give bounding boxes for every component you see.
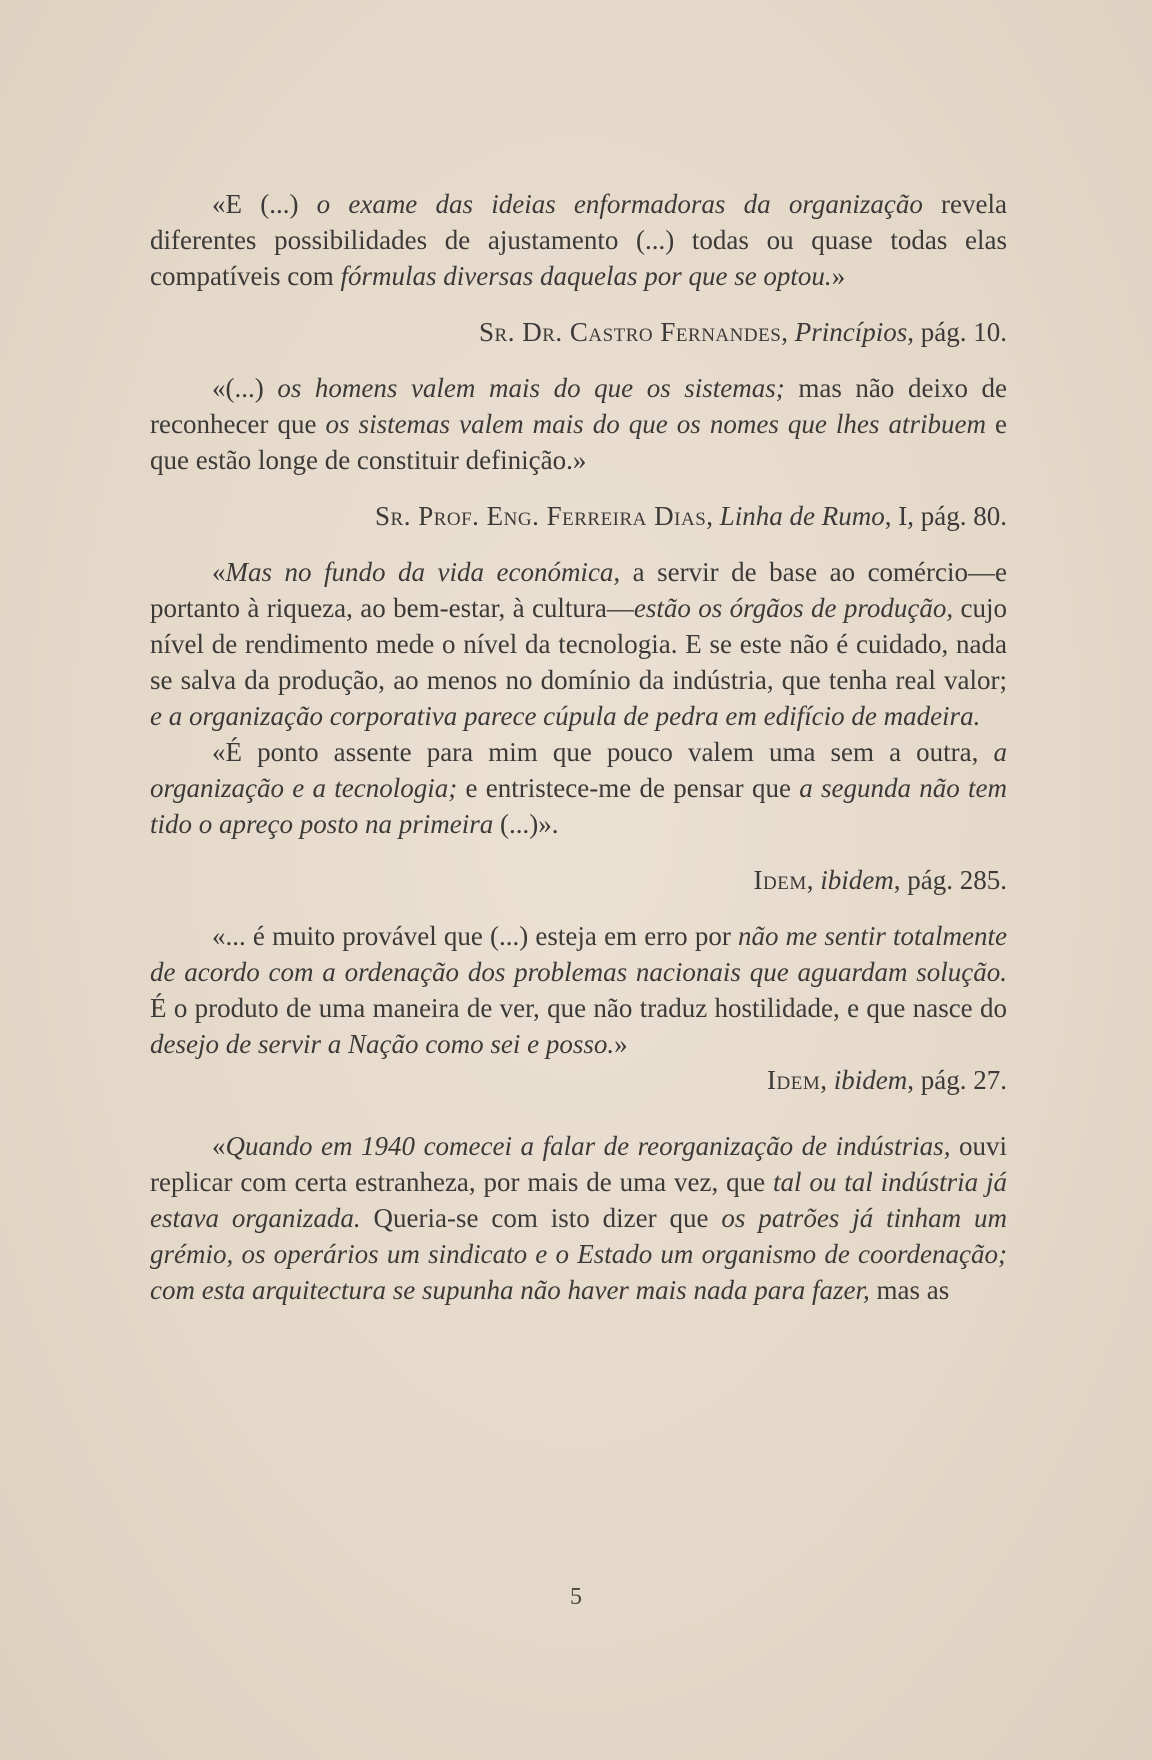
text-run: (...)». — [493, 809, 559, 839]
text-run: e que estão longe de constituir definição.» — [150, 409, 1008, 475]
text-run: «É ponto assente para mim que pouco valem uma sem a outra, — [212, 737, 994, 767]
text-run: » — [831, 261, 846, 291]
italic-text: a organização e a tecnologia; — [150, 737, 1007, 803]
italic-text: o exame das ideias enformadoras da organização — [316, 189, 923, 219]
text-run: « — [212, 557, 226, 587]
author-name: Idem — [767, 1065, 821, 1095]
page-text — [150, 186, 1007, 1308]
italic-text: Princípios — [794, 317, 908, 347]
citation-4 — [150, 1062, 1007, 1098]
page-number: 5 — [570, 1584, 582, 1610]
citation-1 — [150, 314, 1007, 350]
text-run: , — [781, 317, 795, 347]
quote-5 — [150, 1128, 1007, 1308]
quote-1 — [150, 186, 1007, 294]
quote-4 — [150, 918, 1007, 1062]
italic-text: e a organização corporativa parece cúpula de pedra em edifício de madeira. — [150, 701, 981, 731]
text-run: cujo nível de rendimento mede o nível da tecnologia. E se este não é cuidado, nada se salva da produção, ao menos no domínio da indústria, que tenha real valor; — [150, 593, 1007, 695]
italic-text: os patrões já tinham um grémio, os operários um sindicato e o Estado um organismo de coordenação; com esta arquitectura se supunha não haver mais nada para fazer, — [150, 1203, 1007, 1305]
text-run: «... é muito provável que (...) esteja em erro por — [212, 921, 739, 951]
text-run: , — [806, 865, 821, 895]
text-run: , — [820, 1065, 834, 1095]
italic-text: desejo de servir a Nação como sei e posso. — [150, 1029, 615, 1059]
quote-3 — [150, 554, 1007, 734]
text-run: ouvi replicar com certa estranheza, por mais de uma vez, que — [150, 1131, 1007, 1197]
text-run: » — [614, 1029, 628, 1059]
text-run: « — [212, 1131, 226, 1161]
author-name: Sr. Prof. Eng. Ferreira Dias — [375, 501, 707, 531]
italic-text: os homens valem mais do que os sistemas; — [277, 373, 785, 403]
italic-text: tal ou tal indústria já estava organizada. — [150, 1167, 1007, 1233]
text-run: Queria-se com isto dizer que — [360, 1203, 722, 1233]
text-run: , — [706, 501, 720, 531]
italic-text: Mas no fundo da vida económica, — [225, 557, 621, 587]
citation-2 — [150, 498, 1007, 534]
text-run: «(...) — [212, 373, 278, 403]
italic-text: os sistemas valem mais do que os nomes que lhes atribuem — [325, 409, 986, 439]
italic-text: ibidem — [820, 865, 894, 895]
text-run: , pág. 285. — [893, 865, 1007, 895]
text-run: , pág. 10. — [907, 317, 1007, 347]
text-run: mas as — [869, 1275, 950, 1305]
italic-text: fórmulas diversas daquelas por que se optou. — [340, 261, 832, 291]
italic-text: Quando em 1940 comecei a falar de reorganização de indústrias, — [225, 1131, 951, 1161]
text-run: «E (...) — [212, 189, 317, 219]
italic-text: ibidem — [833, 1065, 908, 1095]
text-run: revela diferentes possibilidades de ajustamento (...) todas ou quase todas elas compatíveis com — [150, 189, 1007, 291]
text-run: , I, pág. 80. — [884, 501, 1007, 531]
italic-text: Linha de Rumo — [719, 501, 885, 531]
author-name: Idem — [753, 865, 807, 895]
author-name: Sr. Dr. Castro Fernandes — [479, 317, 782, 347]
quote-2 — [150, 370, 1007, 478]
text-run: , pág. 27. — [907, 1065, 1007, 1095]
text-run: mas não deixo de reconhecer que — [150, 373, 1008, 439]
text-run: e entristece-me de pensar que — [457, 773, 800, 803]
italic-text: a segunda não tem tido o apreço posto na primeira — [150, 773, 1007, 839]
italic-text: estão os órgãos de produção, — [633, 593, 954, 623]
italic-text: não me sentir totalmente de acordo com a ordenação dos problemas nacionais que aguardam solução. — [150, 921, 1007, 987]
text-run: a servir de base ao comércio—e portanto à riqueza, ao bem-estar, à cultura— — [150, 557, 1008, 623]
citation-3 — [150, 862, 1007, 898]
quote-3-continuation — [150, 734, 1007, 842]
text-run: É o produto de uma maneira de ver, que não traduz hostilidade, e que nasce do — [150, 993, 1007, 1023]
